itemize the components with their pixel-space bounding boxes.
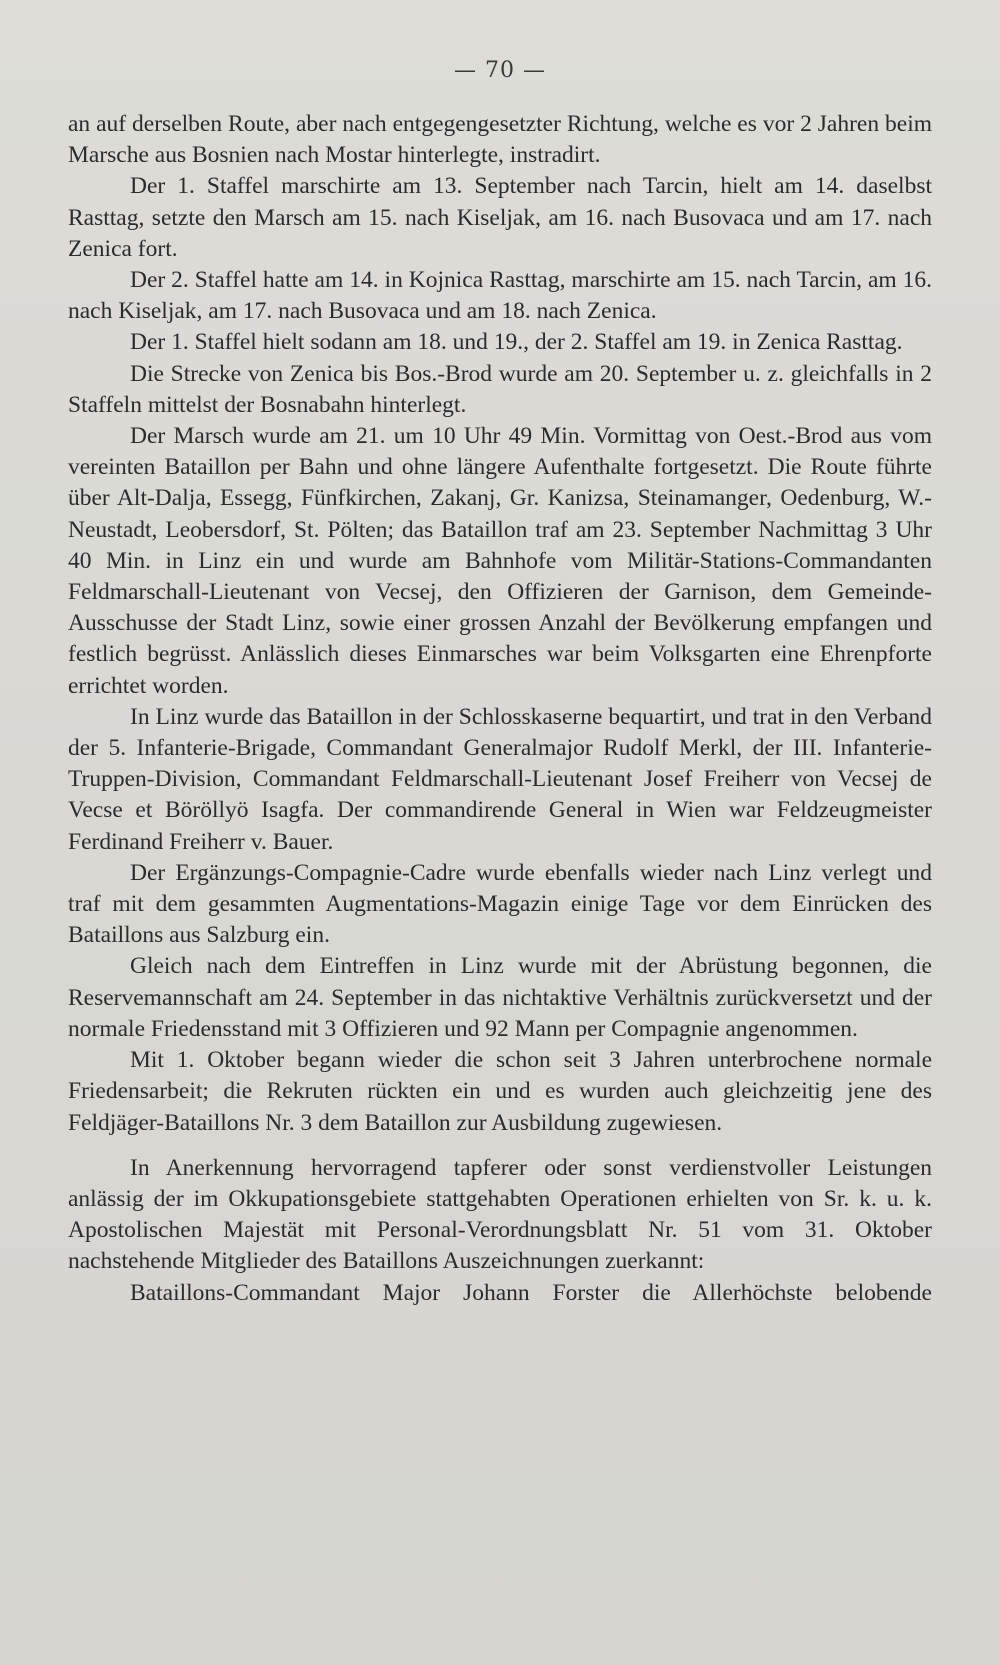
paragraph: Der 2. Staffel hatte am 14. in Kojnica Rasttag, marschirte am 15. nach Tarcin, am 16. nach Kiseljak, am 17. nach Busovaca und am 18. nach Zenica. [68, 267, 932, 325]
page-number: — 70 — [454, 58, 546, 83]
paragraph: Der Marsch wurde am 21. um 10 Uhr 49 Min. Vormittag von Oest.-Brod aus vom vereinten Bataillon per Bahn und ohne längere Aufenthalte fortgesetzt. Die Route führte über Alt-Dalja, Essegg, Fünfkirchen, Zakanj, Gr. Kanizsa, Steinamanger, Oedenburg, W.-Neustadt, Leobersdorf, St. Pölten; das Bataillon traf am 23. September Nachmittag 3 Uhr 40 Min. in Linz ein und wurde am Bahnhofe vom Militär-Stations-Commandanten Feldmarschall-Lieutenant von Vecsej, den Offizieren der Garnison, dem Gemeinde-Ausschusse der Stadt Linz, sowie einer grossen Anzahl der Bevölkerung empfangen und festlich begrüsst. Anlässlich dieses Einmarsches war beim Volksgarten eine Ehrenpforte errichtet worden. [68, 423, 932, 699]
paragraph: Die Strecke von Zenica bis Bos.-Brod wurde am 20. September u. z. gleichfalls in 2 Staffeln mittelst der Bosnabahn hinterlegt. [68, 360, 932, 418]
paragraph: Der Ergänzungs-Compagnie-Cadre wurde ebenfalls wieder nach Linz verlegt und traf mit dem gesammten Augmentations-Magazin einige Tage vor dem Einrücken des Bataillons aus Salzburg ein. [68, 859, 932, 949]
paragraph: Der 1. Staffel marschirte am 13. September nach Tarcin, hielt am 14. daselbst Rasttag, setzte den Marsch am 15. nach Kiseljak, am 16. nach Busovaca und am 17. nach Zenica fort. [68, 173, 932, 262]
paragraph: Gleich nach dem Eintreffen in Linz wurde mit der Abrüstung begonnen, die Reservemannschaft am 24. September in das nichtaktive Verhältnis zurückversetzt und der normale Friedensstand mit 3 Offizieren und 92 Mann per Compagnie angenommen. [68, 953, 932, 1042]
paragraph: In Anerkennung hervorragend tapferer oder sonst verdienstvoller Leistungen anlässig der im Okkupationsgebiete stattgehabten Operationen erhielten von Sr. k. u. k. Apostolischen Majestät mit Personal-Verordnungsblatt Nr. 51 vom 31. Oktober nachstehende Mitglieder des Bataillons Auszeichnungen zuerkannt: [68, 1154, 932, 1275]
paragraph: In Linz wurde das Bataillon in der Schlosskaserne bequartirt, und trat in den Verband der 5. Infanterie-Brigade, Commandant Generalmajor Rudolf Merkl, der III. Infanterie-Truppen-Division, Commandant Feldmarschall-Lieutenant Josef Freiherr von Vecsej de Vecse et Böröllyö Isagfa. Der commandirende General in Wien war Feldzeugmeister Ferdinand Freiherr v. Bauer. [68, 703, 932, 855]
paragraph: Bataillons-Commandant Major Johann Forster die Allerhöchste belobende [130, 1279, 932, 1306]
body-text [68, 109, 932, 1309]
paragraph: Der 1. Staffel hielt sodann am 18. und 19., der 2. Staffel am 19. in Zenica Rasttag. [130, 329, 903, 356]
paragraph: an auf derselben Route, aber nach entgegengesetzter Richtung, welche es vor 2 Jahren beim Marsche aus Bosnien nach Mostar hinterlegte, instradirt. [68, 111, 932, 169]
paragraph: Mit 1. Oktober begann wieder die schon seit 3 Jahren unterbrochene normale Friedensarbeit; die Rekruten rückten ein und es wurden auch gleichzeitig jene des Feldjäger-Bataillons Nr. 3 dem Bataillon zur Ausbildung zugewiesen. [68, 1047, 932, 1136]
